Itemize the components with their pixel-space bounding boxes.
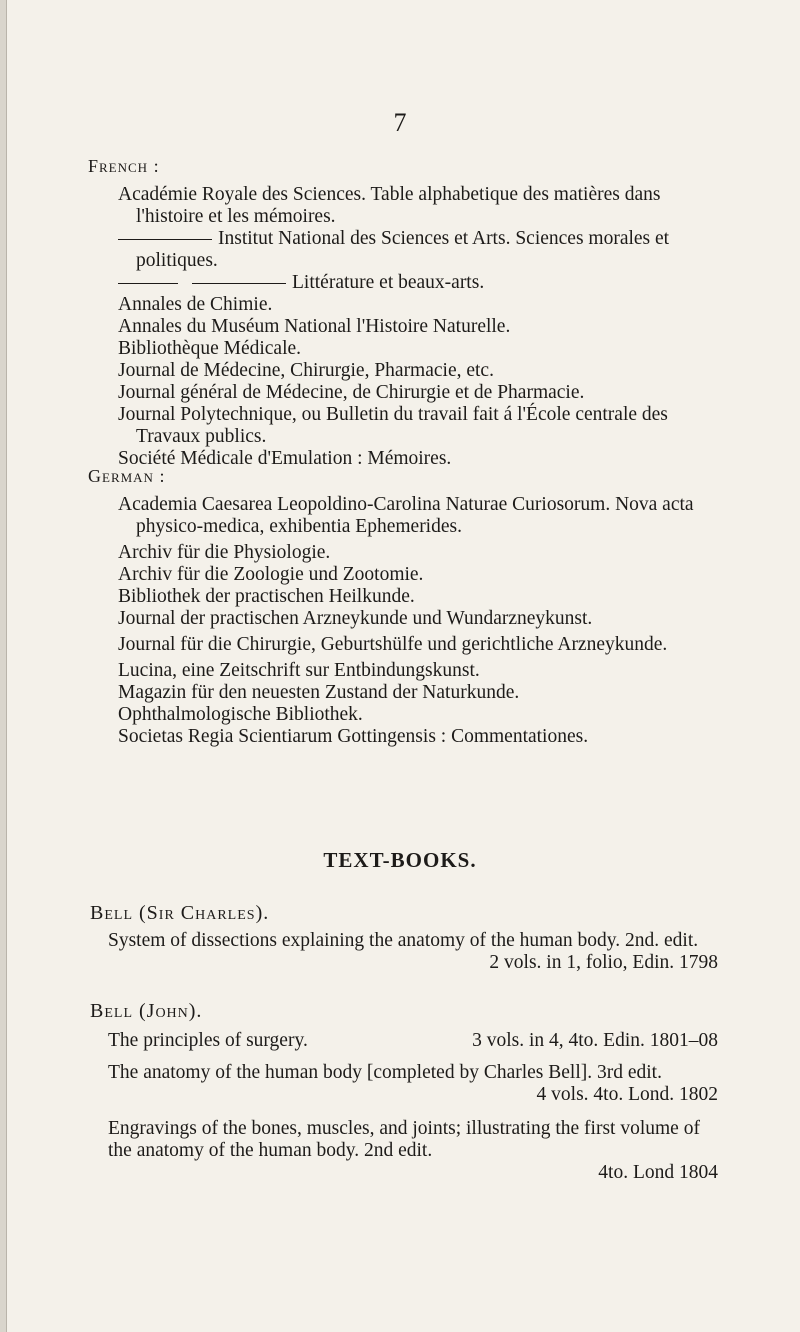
german-heading: German : bbox=[88, 466, 166, 486]
list-item: Ophthalmologische Bibliothek. bbox=[118, 704, 363, 725]
author-heading: Bell (Sir Charles). bbox=[90, 902, 270, 924]
list-item: Archiv für die Physiologie. bbox=[118, 542, 331, 563]
ditto-dash bbox=[118, 283, 178, 284]
list-item: Magazin für den neuesten Zustand der Naturkunde. bbox=[118, 682, 520, 703]
book-entry bbox=[108, 1062, 718, 1106]
list-item: Journal Polytechnique, ou Bulletin du travail fait á l'École centrale des Travaux publics. bbox=[118, 404, 668, 447]
list-item: Journal der practischen Arzneykunde und Wundarzneykunst. bbox=[118, 608, 593, 629]
list-item: Academia Caesarea Leopoldino-Carolina Naturae Curiosorum. Nova acta physico-medica, exhibentia Ephemerides. bbox=[118, 494, 694, 537]
list-item: Journal de Médecine, Chirurgie, Pharmacie, etc. bbox=[118, 360, 494, 381]
ditto-dash bbox=[118, 239, 212, 240]
book-imprint: 3 vols. in 4, 4to. Edin. 1801–08 bbox=[472, 1030, 718, 1051]
list-item: Annales de Chimie. bbox=[118, 294, 273, 315]
german-entries bbox=[118, 494, 718, 748]
book-title: The anatomy of the human body [completed by Charles Bell]. 3rd edit. bbox=[108, 1062, 662, 1083]
list-item: Littérature et beaux-arts. bbox=[118, 272, 718, 294]
text-books-title: TEXT-BOOKS. bbox=[323, 848, 477, 872]
french-heading: French : bbox=[88, 156, 160, 176]
book-entry bbox=[108, 1030, 718, 1052]
list-item: Archiv für die Zoologie und Zootomie. bbox=[118, 564, 424, 585]
list-item: Académie Royale des Sciences. Table alphabetique des matières dans l'histoire et les mémoires. bbox=[118, 184, 661, 227]
author-heading: Bell (John). bbox=[90, 1000, 203, 1022]
book-title: Engravings of the bones, muscles, and joints; illustrating the first volume of the anatomy of the human body. 2nd edit. bbox=[108, 1118, 700, 1161]
book-imprint: 4to. Lond 1804 bbox=[598, 1162, 718, 1183]
list-item: Societas Regia Scientiarum Gottingensis : Commentationes. bbox=[118, 726, 589, 747]
list-item: Annales du Muséum National l'Histoire Naturelle. bbox=[118, 316, 511, 337]
list-item: Lucina, eine Zeitschrift sur Entbindungskunst. bbox=[118, 660, 480, 681]
page-number: 7 bbox=[393, 108, 407, 137]
page-edge bbox=[0, 0, 7, 1332]
list-item: Bibliothek der practischen Heilkunde. bbox=[118, 586, 415, 607]
french-entries bbox=[118, 184, 718, 470]
book-title: System of dissections explaining the anatomy of the human body. 2nd. edit. bbox=[108, 930, 699, 951]
book-title: The principles of surgery. bbox=[108, 1030, 308, 1051]
list-item: Société Médicale d'Emulation : Mémoires. bbox=[118, 448, 452, 469]
book-imprint: 2 vols. in 1, folio, Edin. 1798 bbox=[489, 952, 718, 973]
book-entry bbox=[108, 1118, 718, 1184]
list-item: Institut National des Sciences et Arts. Sciences morales et politiques. bbox=[118, 228, 718, 272]
list-item: Journal für die Chirurgie, Geburtshülfe und gerichtliche Arzneykunde. bbox=[118, 634, 668, 655]
book-entry bbox=[108, 930, 718, 974]
ditto-dash bbox=[192, 283, 286, 284]
list-item: Journal général de Médecine, de Chirurgie et de Pharmacie. bbox=[118, 382, 585, 403]
list-item: Bibliothèque Médicale. bbox=[118, 338, 302, 359]
book-imprint: 4 vols. 4to. Lond. 1802 bbox=[536, 1084, 718, 1105]
